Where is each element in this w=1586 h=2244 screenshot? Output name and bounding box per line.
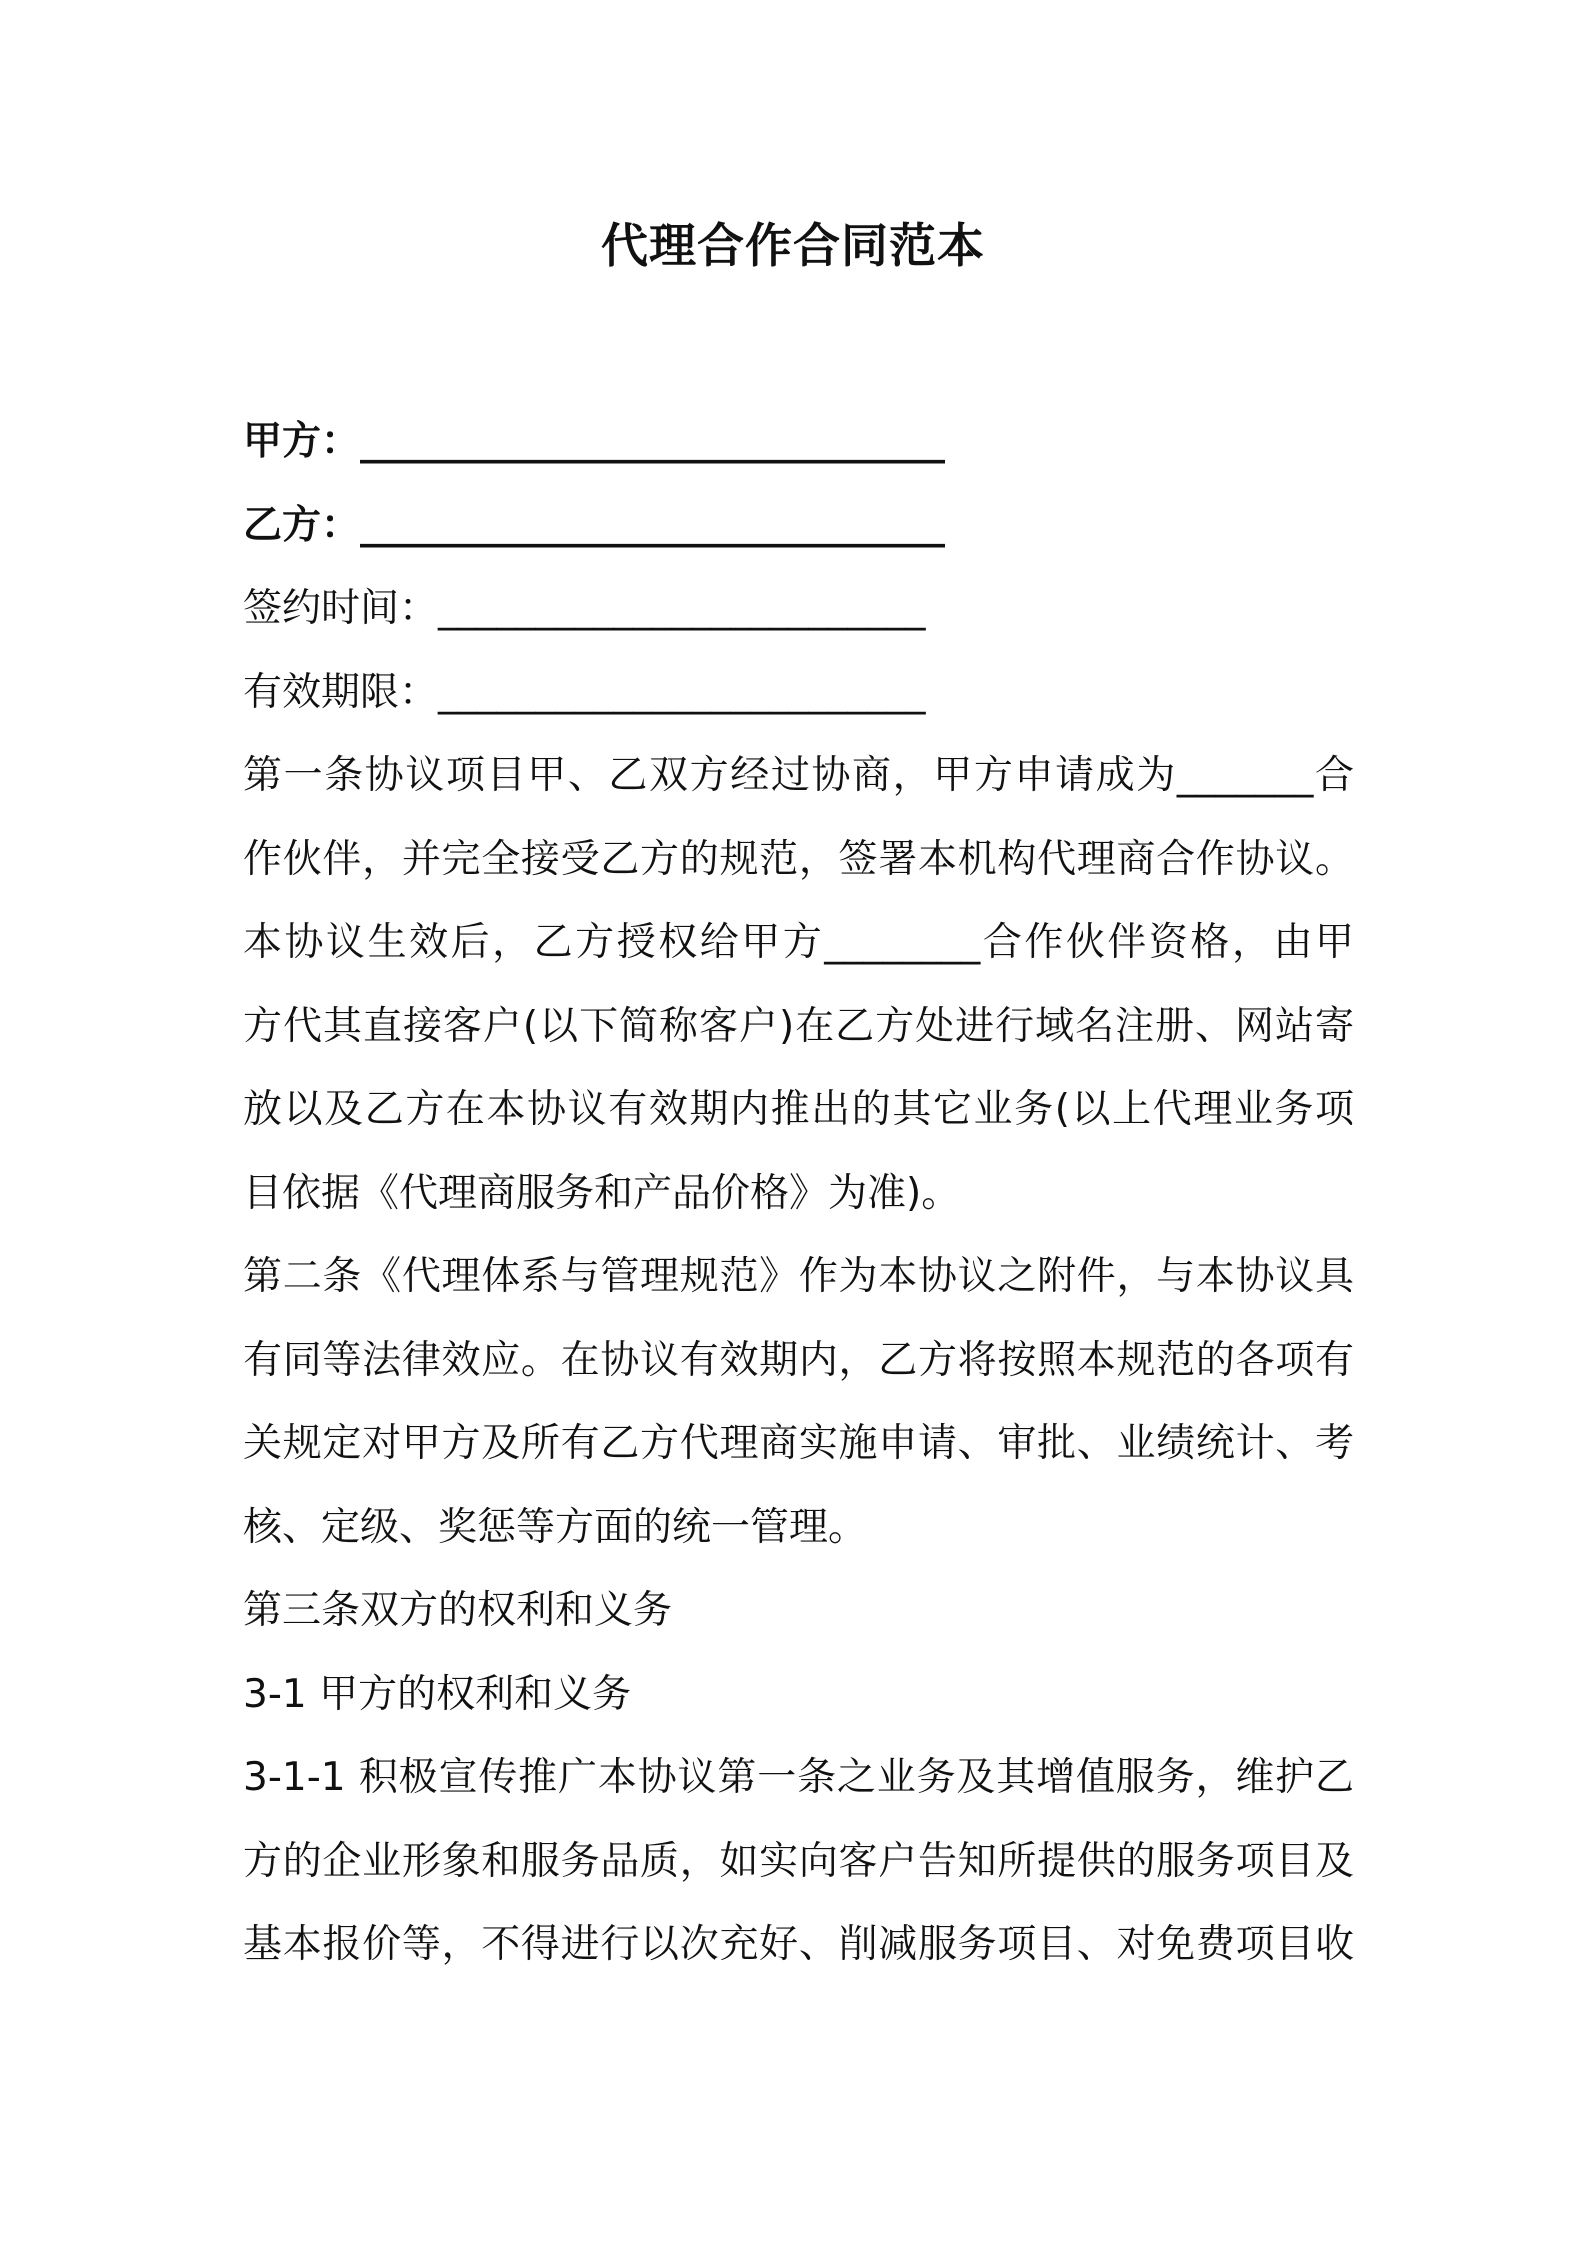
body-line: 本协议生效后，乙方授权给甲方________合作伙伴资格，由甲 (243, 920, 1354, 965)
body-line: 有同等法律效应。在协议有效期内，乙方将按照本规范的各项有 (243, 1337, 1354, 1383)
body-line: 目依据《代理商服务和产品价格》为准)。 (243, 1170, 961, 1216)
body-line: 方代其直接客户(以下简称客户)在乙方处进行域名注册、网站寄 (243, 1003, 1354, 1049)
party-a-field: 甲方：______________________________ (243, 419, 946, 464)
body-line: 基本报价等，不得进行以次充好、削减服务项目、对免费项目收 (243, 1922, 1354, 1967)
signing-date-field: 签约时间：_________________________ (243, 586, 926, 631)
body-line: 核、定级、奖惩等方面的统一管理。 (243, 1504, 868, 1550)
subsection-heading: 3-1 甲方的权利和义务 (243, 1671, 632, 1717)
body-line: 方的企业形象和服务品质，如实向客户告知所提供的服务项目及 (243, 1838, 1354, 1884)
document-title: 代理合作合同范本 (601, 219, 985, 274)
body-line: 放以及乙方在本协议有效期内推出的其它业务(以上代理业务项 (243, 1087, 1354, 1132)
body-line: 关规定对甲方及所有乙方代理商实施申请、审批、业绩统计、考 (243, 1421, 1354, 1466)
party-b-field: 乙方：______________________________ (243, 502, 946, 548)
body-line: 3-1-1 积极宣传推广本协议第一条之业务及其增值服务，维护乙 (243, 1755, 1354, 1800)
body-line: 作伙伴，并完全接受乙方的规范，签署本机构代理商合作协议。 (243, 836, 1354, 882)
section-heading: 第三条双方的权利和义务 (243, 1588, 673, 1633)
validity-period-field: 有效期限：_________________________ (243, 669, 926, 715)
body-line: 第二条《代理体系与管理规范》作为本协议之附件，与本协议具 (243, 1254, 1354, 1299)
document-body (243, 400, 1354, 1987)
body-line: 第一条协议项目甲、乙双方经过协商，甲方申请成为_______合 (243, 753, 1354, 798)
